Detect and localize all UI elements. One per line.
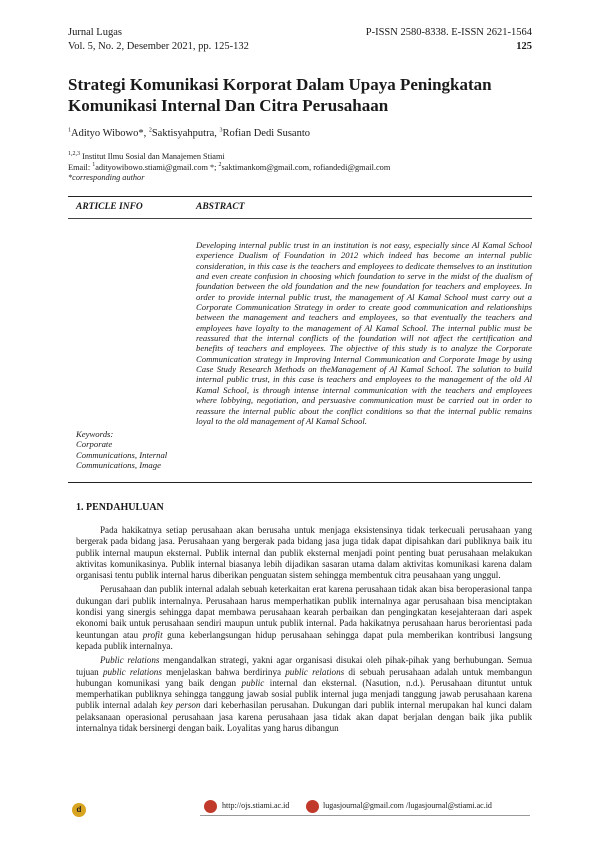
keyword-line-2: Communications, Internal (76, 449, 168, 460)
paper-title: Strategi Komunikasi Korporat Dalam Upaya Peningkatan Komunikasi Internal Dan Citra Perusahaan (68, 75, 492, 115)
email-author-1: adityowibowo.stiami@gmail.com *; (95, 162, 217, 172)
mail-icon (306, 800, 319, 813)
keyword-line-1: Corporate (76, 439, 113, 450)
section-heading: 1. PENDAHULUAN (76, 502, 164, 513)
info-top-rule (68, 196, 532, 197)
info-bottom-rule (68, 482, 532, 483)
abstract-text: Developing internal public trust in an institution is not easy, especially since Al Kamal School experience Dualism of Foundation in 2012 which indeed has become an internal public consideration, in this case is the teachers and employees to dedicate themselves to an institution and even create confusion in choosing which foundation to serve in the midst of the dualism of foundation between the old foundation and the new foundation for teachers and employees. In order to provide internal public trust, the management of Al Kamal School must carry out a Corporate Communication Strategy in order to create good communication and relationships between the management and teachers and employees, so that eventually the teachers and employees have loyalty to the management of Al Kamal School. The internal public must be reassured that the internal conflicts of the foundation will not affect the certification and benefits of teachers and employees. The objective of this study is to analyze the Corporate Communication strategy in Improving Internal Communication and Corporate Image by using Case Study Research Methods on theManagement of Al Kamal School. The solution to build internal public trust, in this case is teachers and employees to the management of the old Al Kamal School, is through intense internal communication with the teachers and employees where lobbying, negotiation, and persuasive communication must be carried out in order to reassure the internal public about the conflict conditions so that the internal public remains loyal to the old management of Al Kamal School. (196, 240, 532, 426)
running-header-right (366, 26, 532, 54)
paragraph-2: Perusahaan dan publik internal adalah sebuah keterkaitan erat karena perusahaan tidak akan bisa beroperasional tanpa dukungan dari publik internalnya. Perusahaan harus memperhatikan publik internalnya agar perusahaan bisa menciptakan kondisi yang sinergis sehingga dapat membawa perusahaan kearah perbaikan dan pengingkatan kesejahteraan dari aspek ekonomi baik untuk perusahaan sendiri maupun untuk publik internal. Pada hakikatnya perusahaan harus berorientasi pada keuntungan atau profit guna keberlangsungan hidup perusahaan sehingga dapat pula memberikan kontribusi langsung kepada publik internalnya. (76, 584, 533, 651)
globe-icon (204, 800, 217, 813)
keywords-block (76, 429, 194, 470)
email-link[interactable]: lugasjournal@gmail.com /lugasjournal@stiami.ac.id (323, 801, 492, 810)
info-header-rule (68, 218, 532, 219)
institute-name: Institut Ilmu Sosial dan Manajemen Stiami (82, 152, 225, 161)
article-info-label: ARTICLE INFO (76, 202, 143, 212)
paragraph-3: Public relations mengandalkan strategi, yakni agar organisasi disukai oleh pihak-pihak yang berhubungan. Semua tujuan public relations menjelaskan bahwa berdirinya public relations di sebuah perusahaan adalah untuk membangun hubungan komunikasi yang baik dengan public internal dan eksternal. (Nasution, n.d.). Perusahaan dituntut untuk memperhatikan publiknya sehingga tanggung jawab sosial publik internal juga menjadi tanggung jawab perusahaan karena publik internal adalah key person dari keberhasilan perusahan. Dukungan dari publik internal merupakan hal kunci dalam pelaksanaan operasional perusahaan jasa karena perusahaan jasa tidak akan dapat berjalan dengan baik jika publik internalnya tidak bersinergi dengan baik. Loyalitas yang harus dibangun (76, 655, 533, 734)
email-label: Email: (68, 162, 93, 172)
email-authors-2-3: saktimankom@gmail.com, rofiandedi@gmail.com (221, 162, 391, 172)
keywords-label: Keywords: (76, 429, 114, 439)
page-number: 125 (516, 41, 532, 52)
institute-sup: 1,2,3 (68, 151, 80, 158)
author-2: Saktisyahputra (151, 128, 215, 139)
website-link[interactable]: http://ojs.stiami.ac.id (222, 801, 290, 810)
journal-name: Jurnal Lugas (68, 27, 122, 38)
journal-volume: Vol. 5, No. 2, Desember 2021, pp. 125-132 (68, 41, 249, 52)
abstract-label: ABSTRACT (196, 202, 245, 212)
author-1: Adityo Wibowo (71, 128, 139, 139)
corresponding-mark: * (138, 128, 144, 139)
author-list: $^1$Adityo Wibowo*, $^2$Saktisyahputra, $^3$Rofian Dedi Susanto (68, 127, 310, 139)
body-text (76, 525, 532, 737)
affiliation-block: $^{1,2,3}$ Institut Ilmu Sosial dan Manajemen Stiami Email: $^1$adityowibowo.stiami@gmail.com *; $^2$saktimankom@gmail.com, rofiandedi@gmail.com *corresponding author (68, 151, 391, 182)
author-3: Rofian Dedi Susanto (222, 128, 310, 139)
paragraph-1: Pada hakikatnya setiap perusahaan akan berusaha untuk menjaga eksistensinya tidak terkecuali perusahaan yang bergerak pada bidang jasa. Perusahaan yang bergerak pada bidang jasa juga tidak dapat dipisahkan dari publiknya baik itu publik internal maupun eksternal. Publik internal dan publik eksternal menjadi point penting buat perusahaan melakukan aktivitas komunikasinya. Publik internal biasanya lebih dijadikan sasaran utama dalam aktivitas komunikasi karena dalam organisasi tentu publik internal harus diberikan penguatan sistem sehingga membentuk citra peusahaan yang unggul. (76, 525, 532, 581)
footer-rule (200, 815, 530, 816)
keyword-line-3: Communications, Image (76, 460, 161, 471)
journal-issn: P-ISSN 2580-8338. E-ISSN 2621-1564 (365, 27, 532, 38)
journal-logo: d (72, 803, 86, 817)
corresponding-note: *corresponding author (68, 173, 145, 182)
running-header-left (68, 26, 249, 54)
